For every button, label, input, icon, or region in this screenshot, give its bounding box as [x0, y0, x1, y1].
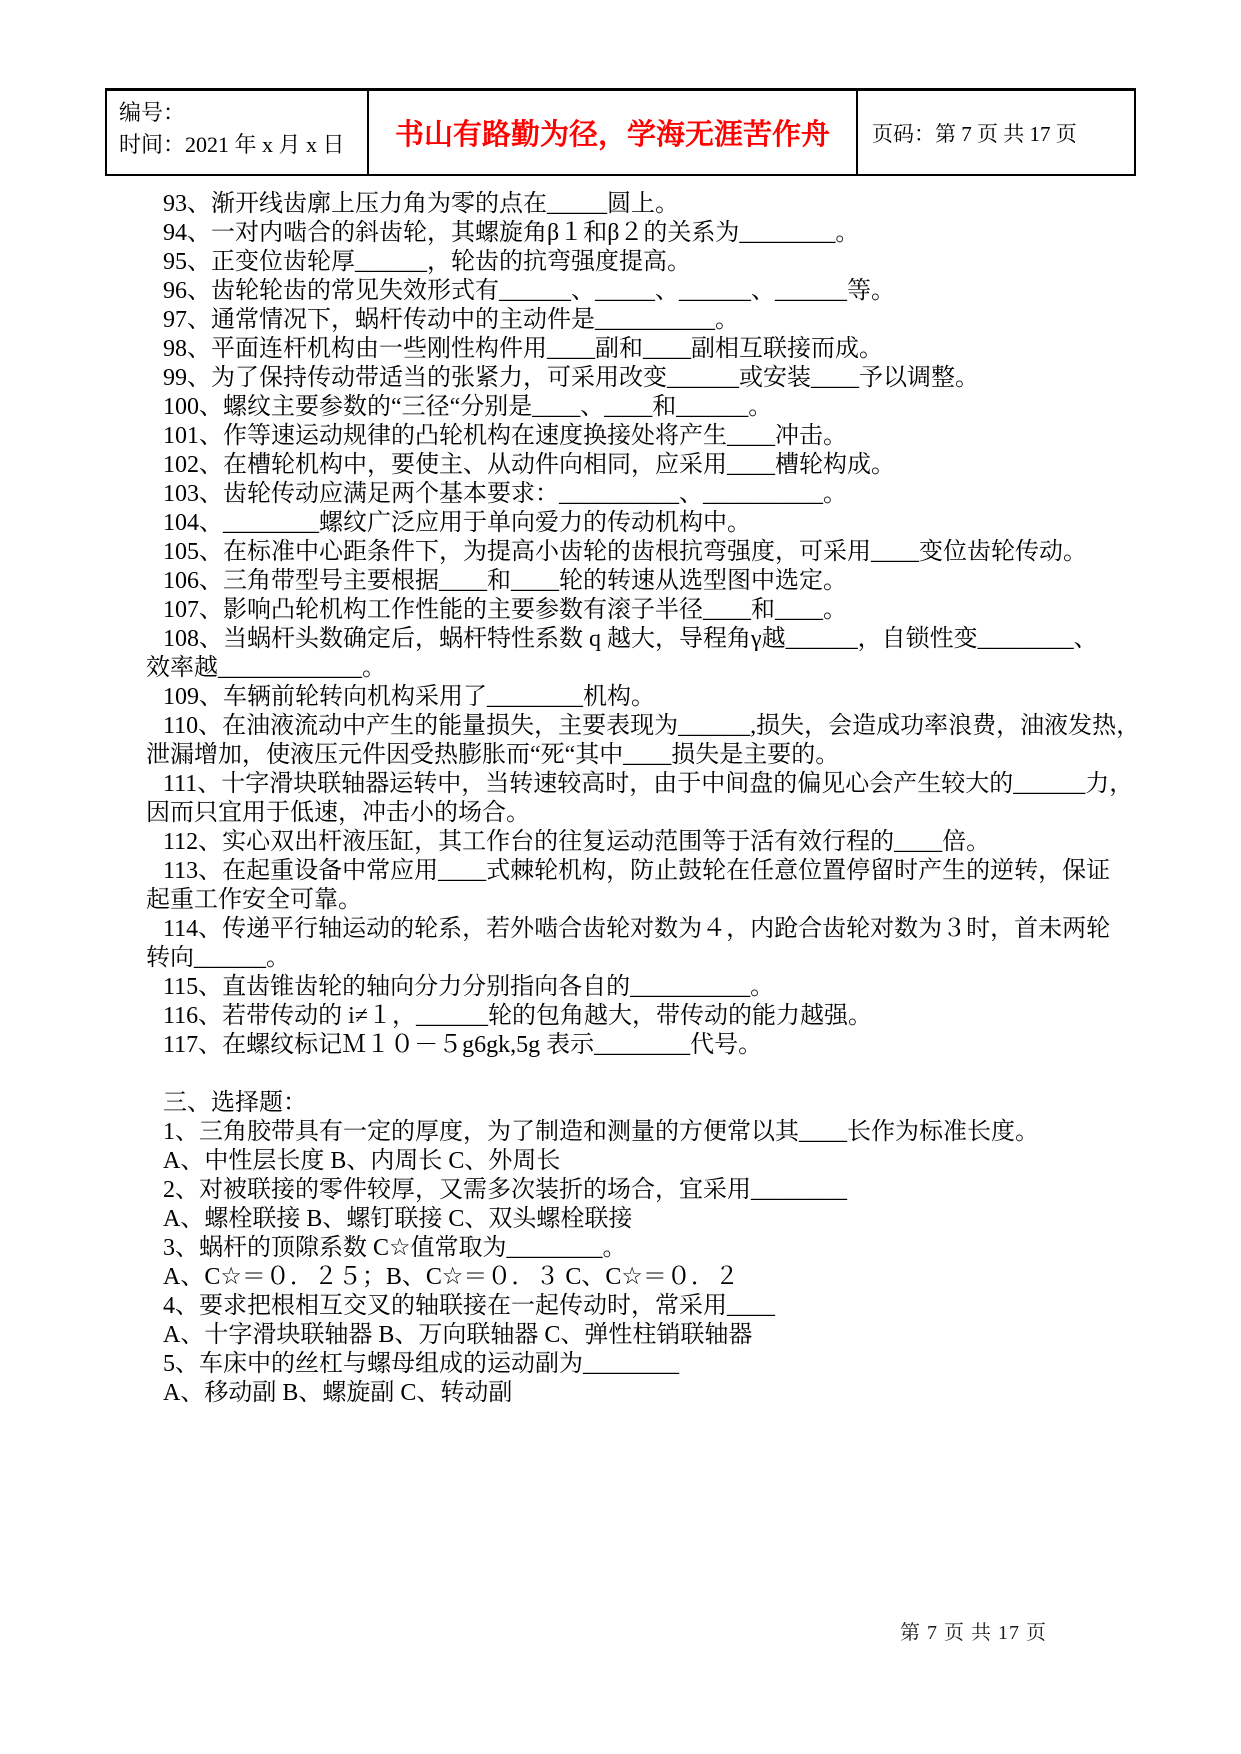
fill-in-question-106: 106、三角带型号主要根据____和____轮的转速从选型图中选定。	[163, 568, 847, 594]
fill-in-question-105: 105、在标准中心距条件下，为提高小齿轮的齿根抗弯强度，可采用____变位齿轮传动。	[163, 539, 1087, 565]
header-cell-slogan	[369, 91, 858, 174]
fill-in-question-108: 108、当蜗杆头数确定后，蜗杆特性系数 q 越大，导程角γ越______，自锁性变________、 效率越____________。	[146, 626, 1098, 681]
choice-options-1: A、中性层长度 B、内周长 C、外周长	[163, 1148, 561, 1174]
fill-in-question-110: 110、在油液流动中产生的能量损失，主要表现为______,损失，会造成功率浪费，油液发热， 泄漏增加，使液压元件因受热膨胀而“死“其中____损失是主要的。	[146, 713, 1141, 768]
choice-question-3: 3、蜗杆的顶隙系数 C☆值常取为________。	[163, 1235, 627, 1261]
header-cell-page	[858, 91, 1134, 174]
fill-in-question-114: 114、传递平行轴运动的轮系，若外啮合齿轮对数为４，内跄合齿轮对数为３时，首未两轮 转向______。	[146, 916, 1111, 971]
fill-in-question-112: 112、实心双出杆液压缸，其工作台的往复运动范围等于活有效行程的____倍。	[163, 829, 991, 855]
fill-in-question-113: 113、在起重设备中常应用____式棘轮机构，防止鼓轮在任意位置停留时产生的逆转，保证 起重工作安全可靠。	[146, 858, 1111, 913]
fill-in-question-103: 103、齿轮传动应满足两个基本要求：__________、__________。	[163, 481, 847, 507]
fill-in-question-102: 102、在槽轮机构中，要使主、从动件向相同，应采用____槽轮构成。	[163, 452, 895, 478]
choice-questions	[146, 1118, 1146, 1408]
fill-in-question-111: 111、十字滑块联轴器运转中，当转速较高时，由于中间盘的偏见心会产生较大的______力， 因而只宜用于低速，冲击小的场合。	[146, 771, 1134, 826]
fill-in-question-116: 116、若带传动的 i≠１，______轮的包角越大，带传动的能力越强。	[163, 1003, 872, 1029]
fill-in-question-93: 93、渐开线齿廓上压力角为零的点在_____圆上。	[163, 191, 679, 217]
choice-options-4: A、十字滑块联轴器 B、万向联轴器 C、弹性柱销联轴器	[163, 1322, 753, 1348]
header-slogan: 书山有路勤为径，学海无涯苦作舟	[394, 119, 830, 151]
fill-in-question-115: 115、直齿锥齿轮的轴向分力分别指向各自的__________。	[163, 974, 775, 1000]
doc-number-label: 编号：	[119, 100, 186, 125]
choice-question-4: 4、要求把根相互交叉的轴联接在一起传动时，常采用____	[163, 1293, 775, 1319]
fill-in-question-97: 97、通常情况下，蜗杆传动中的主动件是__________。	[163, 307, 739, 333]
fill-in-question-94: 94、一对内啮合的斜齿轮，其螺旋角β１和β２的关系为________。	[163, 220, 860, 246]
fill-in-question-98: 98、平面连杆机构由一些刚性构件用____副和____副相互联接而成。	[163, 336, 883, 362]
fill-in-question-99: 99、为了保持传动带适当的张紧力，可采用改变______或安装____予以调整。	[163, 365, 979, 391]
fill-in-question-107: 107、影响凸轮机构工作性能的主要参数有滚子半径____和____。	[163, 597, 847, 623]
fill-in-question-95: 95、正变位齿轮厚______，轮齿的抗弯强度提高。	[163, 249, 691, 275]
choice-question-1: 1、三角胶带具有一定的厚度，为了制造和测量的方便常以其____长作为标准长度。	[163, 1119, 1039, 1145]
choice-section-title: 三、选择题：	[163, 1090, 307, 1116]
page-footer	[900, 1616, 1047, 1645]
fill-in-question-109: 109、车辆前轮转向机构采用了________机构。	[163, 684, 655, 710]
choice-options-5: A、移动副 B、螺旋副 C、转动副	[163, 1380, 513, 1406]
choice-options-2: A、螺栓联接 B、螺钉联接 C、双头螺栓联接	[163, 1206, 633, 1232]
doc-time-label: 时间：2021 年 x 月 x 日	[119, 132, 345, 157]
fill-in-question-100: 100、螺纹主要参数的“三径“分别是____、____和______。	[163, 394, 773, 420]
document-body	[146, 190, 1146, 1408]
header-table	[105, 88, 1136, 176]
fill-in-question-117: 117、在螺纹标记Ｍ１０－５g6gk,5g 表示________代号。	[163, 1032, 763, 1058]
choice-options-3: A、C☆＝０．２５；B、C☆＝０．３ C、C☆＝０．２	[163, 1264, 739, 1290]
choice-question-5: 5、车床中的丝杠与螺母组成的运动副为________	[163, 1351, 679, 1377]
fill-in-questions	[146, 190, 1146, 1060]
choice-question-2: 2、对被联接的零件较厚，又需多次装折的场合，宜采用________	[163, 1177, 847, 1203]
fill-in-question-104: 104、________螺纹广泛应用于单向爱力的传动机构中。	[163, 510, 751, 536]
fill-in-question-96: 96、齿轮轮齿的常见失效形式有______、_____、______、______等。	[163, 278, 895, 304]
footer-page-info: 第 7 页 共 17 页	[900, 1622, 1047, 1644]
header-cell-meta	[107, 91, 369, 174]
page-number-label: 页码：第 7 页 共 17 页	[872, 121, 1077, 146]
fill-in-question-101: 101、作等速运动规律的凸轮机构在速度换接处将产生____冲击。	[163, 423, 847, 449]
